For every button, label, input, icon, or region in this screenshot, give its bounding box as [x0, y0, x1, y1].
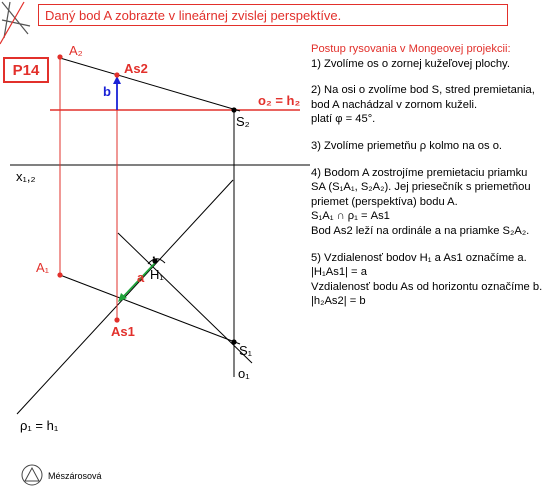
label-S1: S₁: [239, 343, 253, 358]
step-3: 3) Zvolíme priemetňu ρ kolmo na os o.: [311, 139, 503, 152]
step-5b: |H₁As1| = a: [311, 266, 367, 279]
step-2c: platí φ = 45°.: [311, 113, 376, 126]
label-right-angle: ·: [152, 250, 157, 265]
compass-logo-icon: [20, 463, 44, 487]
point-As1: [114, 317, 119, 322]
point-S1: [231, 339, 236, 344]
step-4d: S₁A₁ ∩ ρ₁ = As1: [311, 210, 390, 223]
step-4b: SA (S₁A₁, S₂A₂). Jej priesečník s priemetňou: [311, 181, 531, 194]
label-o1: o₁: [238, 366, 250, 381]
line-S1A1: [60, 275, 240, 344]
step-4a: 4) Bodom A zostrojíme premietaciu priamku: [311, 166, 528, 179]
label-A1: A₁: [36, 260, 50, 275]
step-5d: |h₂As2| = b: [311, 295, 366, 308]
slide-badge: P14: [3, 57, 49, 83]
page-title: Daný bod A zobrazte v lineárnej zvislej perspektíve.: [45, 8, 342, 23]
step-2a: 2) Na osi o zvolíme bod S, stred premietania,: [311, 84, 535, 97]
label-H1: H₁: [150, 267, 164, 282]
line-S2A2: [60, 58, 240, 111]
step-4c: priemet (perspektíva) bodu A.: [311, 195, 458, 208]
label-rho1h1: ρ₁ = h₁: [20, 418, 59, 433]
step-5a: 5) Vzdialenosť bodov H₁ a As1 označíme a.: [311, 251, 527, 264]
author-name: Mészárosová: [48, 471, 102, 481]
label-S2: S₂: [236, 114, 250, 129]
instructions-panel: [311, 42, 542, 309]
label-A2: A₂: [69, 43, 83, 58]
step-1: 1) Zvolíme os o zornej kužeľovej plochy.: [311, 57, 510, 70]
label-b: b: [103, 84, 111, 99]
point-S2: [231, 107, 236, 112]
point-As2: [114, 72, 119, 77]
panel-heading: Postup rysovania v Mongeovej projekcii:: [311, 43, 511, 55]
label-As2: As2: [124, 61, 148, 76]
step-4e: Bod As2 leží na ordinále a na priamke S₂A₂.: [311, 224, 530, 237]
point-A2: [57, 54, 62, 59]
label-o2h2: o₂ = h₂: [258, 93, 301, 108]
label-a: a: [137, 270, 145, 285]
compass-icon: [0, 2, 30, 44]
label-As1: As1: [111, 324, 135, 339]
point-A1: [57, 272, 62, 277]
label-x12: x₁,₂: [16, 169, 36, 184]
step-5c: Vzdialenosť bodu As od horizontu označíme b.: [311, 280, 542, 293]
step-2b: bod A nachádzal v zornom kuželi.: [311, 98, 478, 111]
